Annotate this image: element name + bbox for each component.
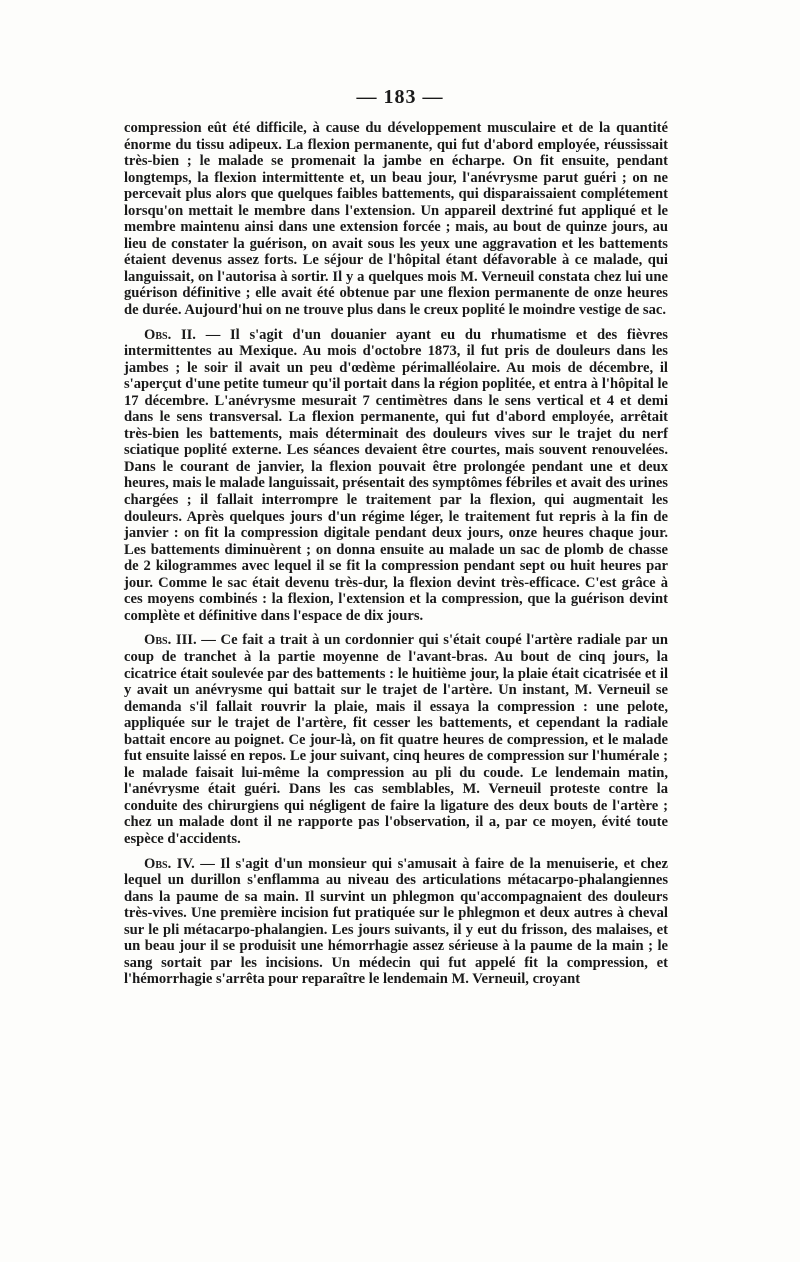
paragraph-continuation [124, 120, 668, 319]
paragraph-text: — Il s'agit d'un monsieur qui s'amusait à faire de la menuiserie, et chez lequel un durillon s'enflamma au niveau des articulations métacarpo-phalangiennes dans la paume de sa main. Il survint un phlegmon qu'accompagnaient des douleurs très-vives. Une première incision fut pratiquée sur le phlegmon et deux autres à cheval sur le pli métacarpo-phalangien. Les jours suivants, il y eut du frisson, des malaises, et un beau jour il se produisit une hémorrhagie assez sérieuse à la paume de la main ; le sang sortait par les incisions. Un médecin qui fut appelé fit la compression, et l'hémorrhagie s'arrêta pour reparaître le lendemain M. Verneuil, croyant [124, 855, 668, 988]
body-text [124, 120, 668, 988]
paragraph-obs-2 [124, 327, 668, 625]
paragraph-text: — Ce fait a trait à un cordonnier qui s'était coupé l'artère radiale par un coup de tranchet à la partie moyenne de l'avant-bras. Au bout de cinq jours, la cicatrice était soulevée par des battements : le huitième jour, la plaie était cicatrisée et il y avait un anévrysme qui battait sur le trajet de l'artère. Un instant, M. Verneuil se demanda s'il fallait rouvrir la plaie, mais il essaya la compression : une pelote, appliquée sur le trajet de l'artère, fit cesser les battements, et cependant la radiale battait encore au poignet. Ce jour-là, on fit quatre heures de compression, et le malade fut ensuite laissé en repos. Le jour suivant, cinq heures de compression sur l'humérale ; le malade faisait lui-même la compression au pli du coude. Le lendemain matin, l'anévrysme était guéri. Dans les cas semblables, M. Verneuil proteste contre la conduite des chirurgiens qui négligent de faire la ligature des deux bouts de l'artère ; chez un malade dont il ne rapporte pas l'observation, il a, par ce moyen, évité toute espèce d'accidents. [124, 632, 668, 847]
paragraph-text: compression eût été difficile, à cause du développement musculaire et de la quantité énorme du tissu adipeux. La flexion permanente, qui fut d'abord employée, réussissait très-bien ; le malade se promenait la jambe en écharpe. On fit ensuite, pendant longtemps, la flexion intermittente et, un beau jour, l'anévrysme parut guéri ; on ne percevait plus alors que quelques faibles battements, qui disparaissaient complétement lorsqu'on mettait le membre dans l'extension. Un appareil dextriné fut appliqué et le membre maintenu ainsi dans une extension forcée ; mais, au bout de quinze jours, au lieu de constater la guérison, on avait sous les yeux une aggravation et les battements étaient devenus assez forts. Le séjour de l'hôpital étant défavorable à ce malade, qui languissait, on l'autorisa à sortir. Il y a quelques mois M. Verneuil constata chez lui une guérison définitive ; elle avait été obtenue par une flexion permanente de onze heures de durée. Aujourd'hui on ne trouve plus dans le creux poplité le moindre vestige de sac. [124, 120, 668, 319]
observation-label: Obs. III. [144, 632, 197, 649]
paragraph-obs-3 [124, 632, 668, 847]
paragraph-text: — Il s'agit d'un douanier ayant eu du rhumatisme et des fièvres intermittentes au Mexique. Au mois d'octobre 1873, il fut pris de douleurs dans les jambes ; le soir il avait un peu d'œdème périmalléolaire. Au mois de décembre, il s'aperçut d'une petite tumeur qu'il portait dans la région poplitée, et entra à l'hôpital le 17 décembre. L'anévrysme mesurait 7 centimètres dans le sens vertical et 4 et demi dans le sens transversal. La flexion permanente, qui fut d'abord employée, arrêtait très-bien les battements, mais déterminait des douleurs vives sur le trajet du nerf sciatique poplité externe. Les séances devaient être courtes, mais souvent renouvelées. Dans le courant de janvier, la flexion pouvait être prolongée pendant une et deux heures, mais le malade languissait, présentait des symptômes fébriles et avait des urines chargées ; il fallait interrompre le traitement par la flexion, qui augmentait les douleurs. Après quelques jours d'un régime léger, le traitement fut repris à la fin de janvier : on fit la compression digitale pendant deux jours, onze heures chaque jour. Les battements diminuèrent ; on donna ensuite au malade un sac de plomb de chasse de 2 kilogrammes avec lequel il se fit la compression pendant sept ou huit heures par jour. Comme le sac était devenu très-dur, la flexion devint très-efficace. C'est grâce à ces moyens combinés : la flexion, l'extension et la compression, que la guérison devint complète et définitive dans l'espace de dix jours. [124, 326, 668, 624]
observation-label: Obs. IV. [144, 855, 195, 872]
page-number: — 183 — [356, 86, 444, 108]
paragraph-obs-4 [124, 856, 668, 988]
observation-label: Obs. II. [144, 326, 196, 343]
